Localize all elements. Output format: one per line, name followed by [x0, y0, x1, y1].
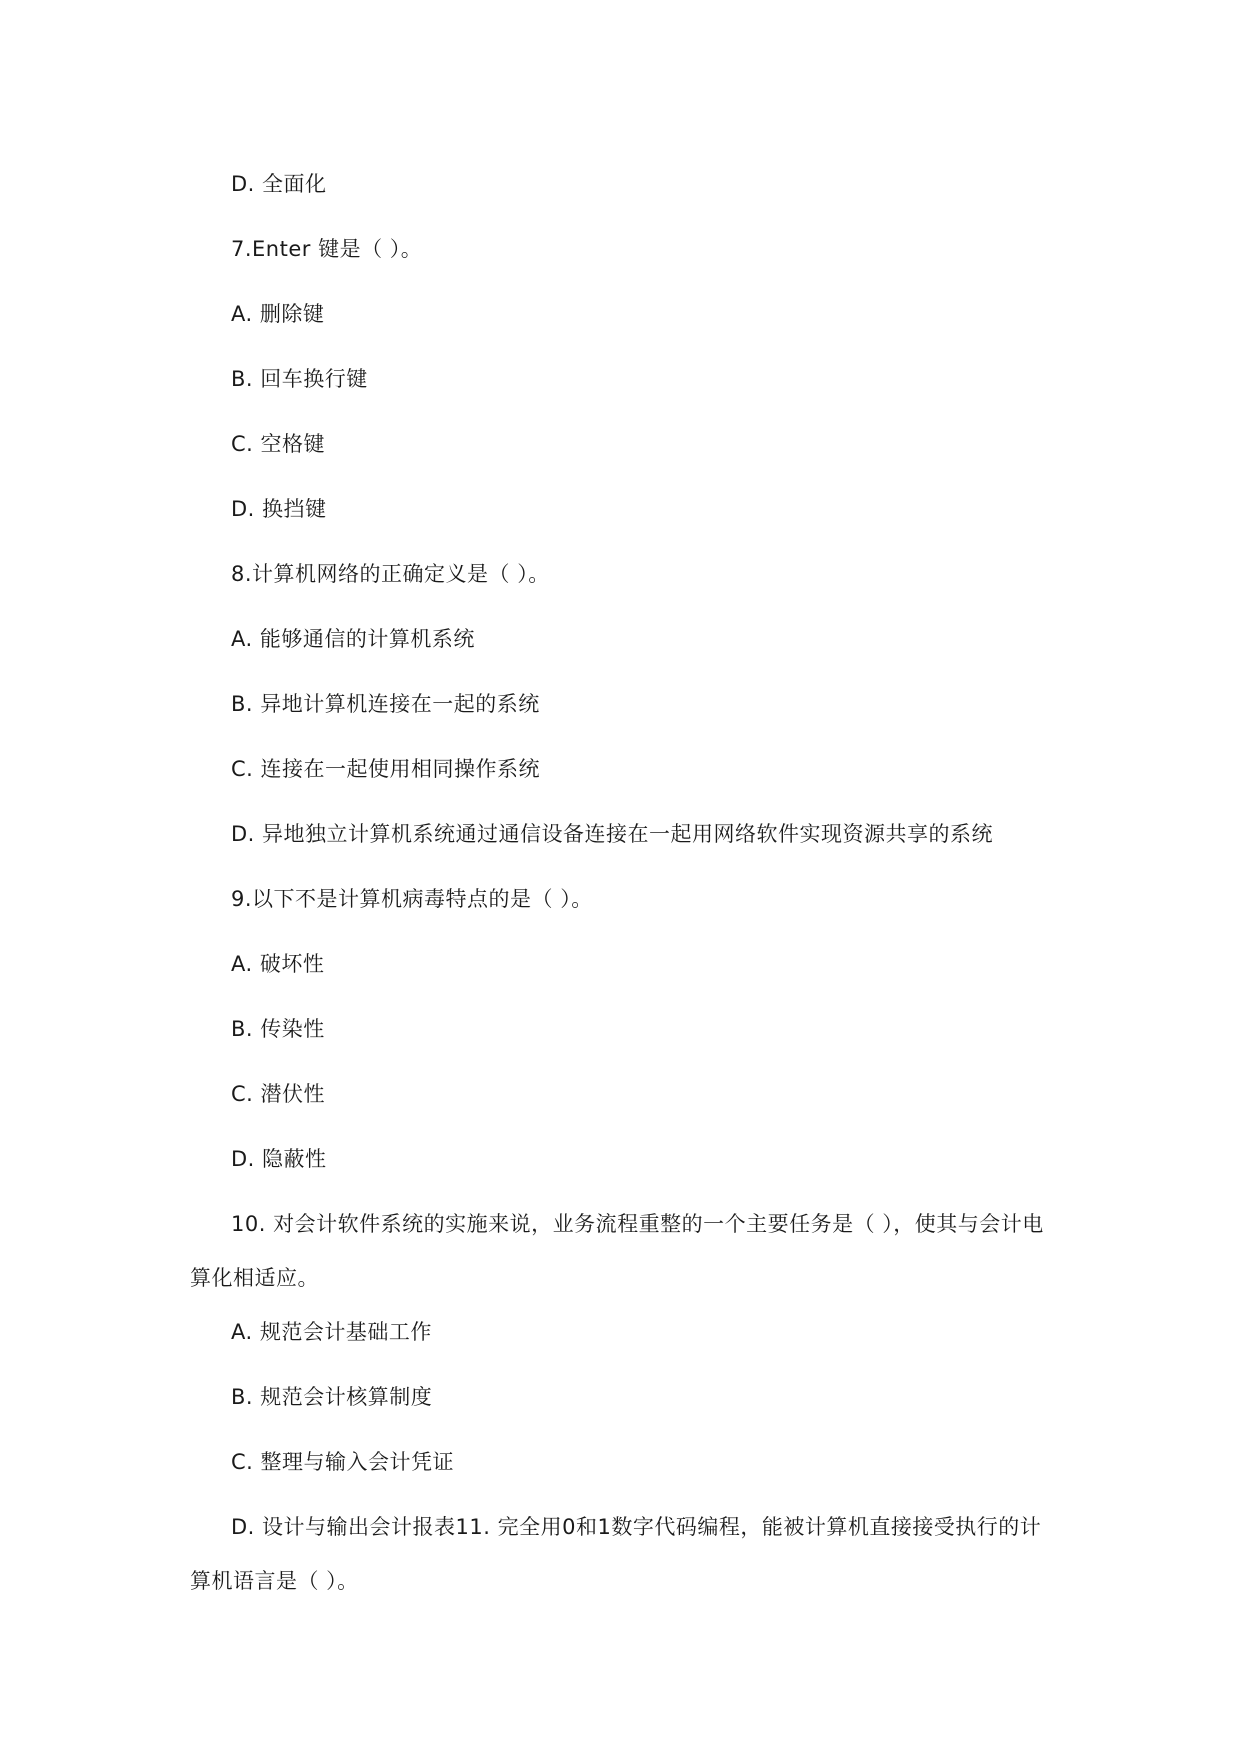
option-a-q9: A. 破坏性 [231, 952, 325, 976]
option-b-q9: B. 传染性 [231, 1017, 325, 1041]
option-d-q9: D. 隐蔽性 [231, 1147, 327, 1171]
option-b-q7: B. 回车换行键 [231, 367, 368, 391]
option-c-q8: C. 连接在一起使用相同操作系统 [231, 757, 541, 781]
option-b-q10: B. 规范会计核算制度 [231, 1385, 433, 1409]
question-7: 7.Enter 键是（ ）。 [231, 237, 423, 261]
question-9: 9.以下不是计算机病毒特点的是（ ）。 [231, 887, 593, 911]
option-a-q7: A. 删除键 [231, 302, 325, 326]
option-d-q8: D. 异地独立计算机系统通过通信设备连接在一起用网络软件实现资源共享的系统 [231, 822, 994, 846]
option-c-q9: C. 潜伏性 [231, 1082, 326, 1106]
option-c-q7: C. 空格键 [231, 432, 326, 456]
question-11-continued: 算机语言是（ ）。 [190, 1569, 359, 1593]
question-8: 8.计算机网络的正确定义是（ ）。 [231, 562, 550, 586]
option-d-q6: D. 全面化 [231, 172, 327, 196]
option-d-q7: D. 换挡键 [231, 497, 327, 521]
option-a-q8: A. 能够通信的计算机系统 [231, 627, 475, 651]
option-b-q8: B. 异地计算机连接在一起的系统 [231, 692, 540, 716]
option-a-q10: A. 规范会计基础工作 [231, 1320, 432, 1344]
question-10: 10. 对会计软件系统的实施来说，业务流程重整的一个主要任务是（ ），使其与会计电 [231, 1212, 1044, 1236]
question-10-continued: 算化相适应。 [190, 1266, 319, 1290]
option-d-q10-question-11: D. 设计与输出会计报表11. 完全用0和1数字代码编程，能被计算机直接接受执行的计 [231, 1515, 1042, 1539]
option-c-q10: C. 整理与输入会计凭证 [231, 1450, 455, 1474]
